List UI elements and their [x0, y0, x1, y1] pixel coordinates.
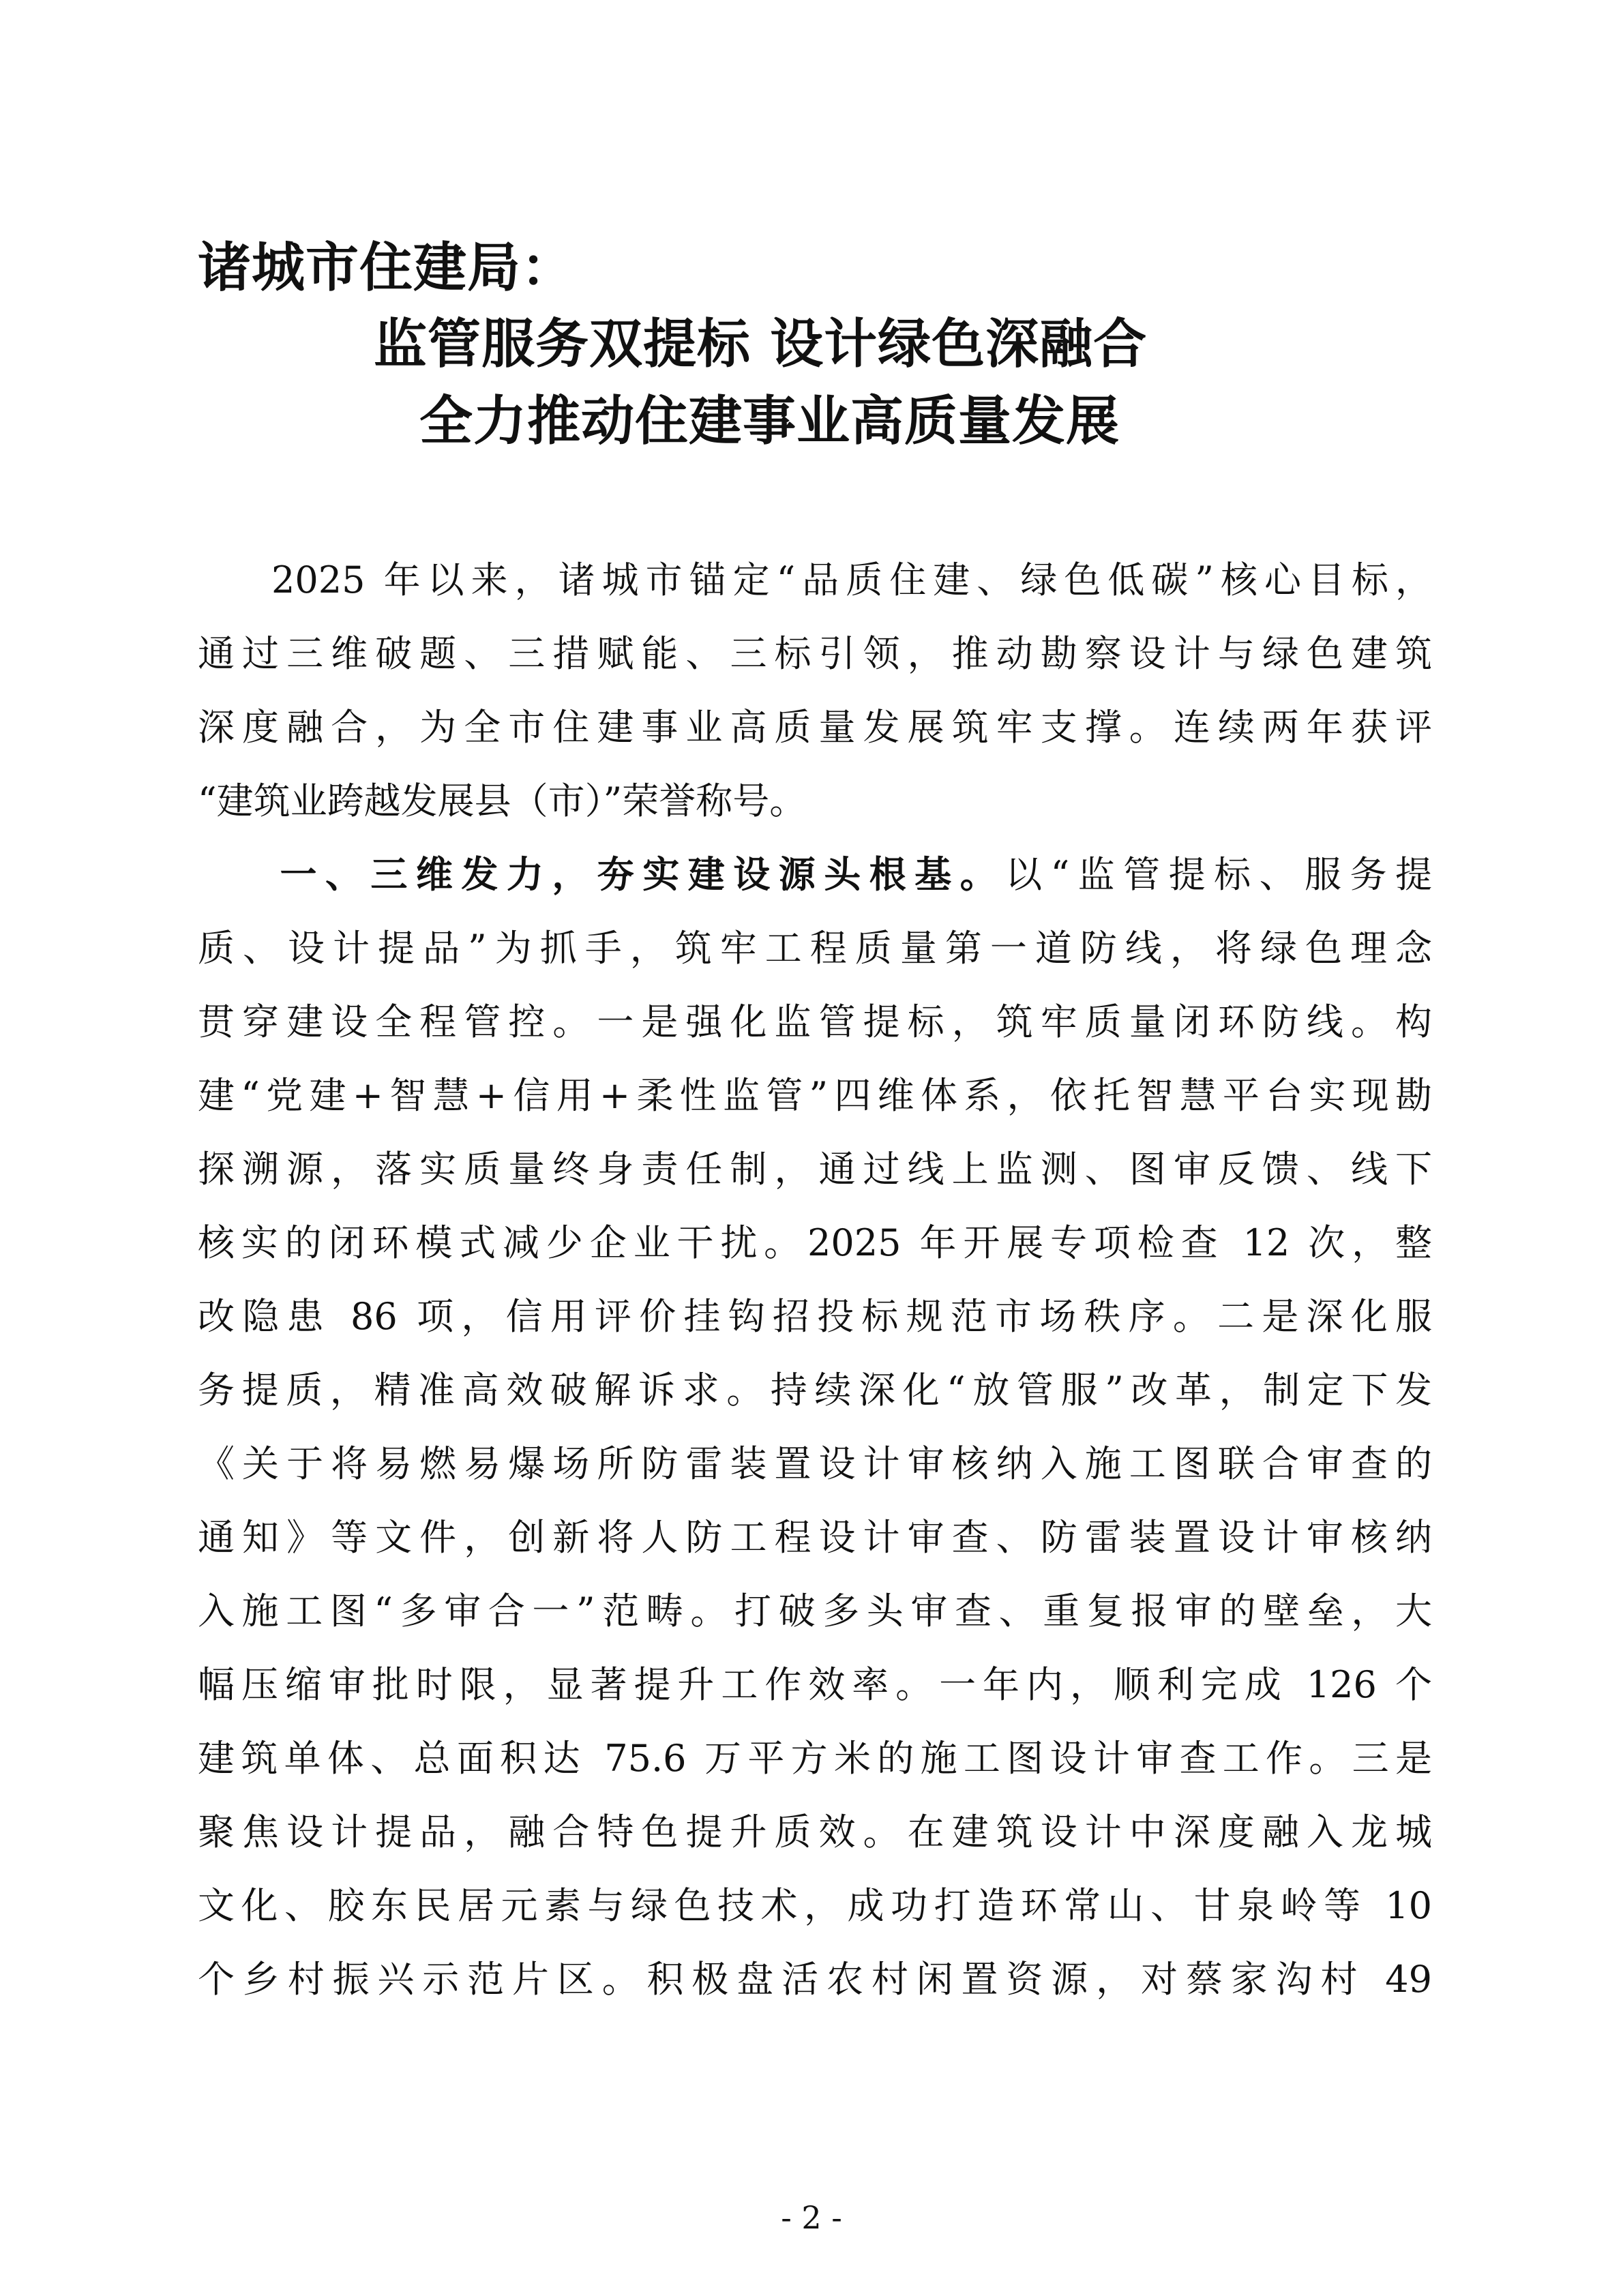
- section-heading: 一、三维发力，夯实建设源头根基。: [271, 853, 1006, 896]
- paragraph-2-line: 个乡村振兴示范片区。积极盘活农村闲置资源，对蔡家沟村 49: [198, 1958, 1432, 2001]
- paragraph-2-line: 改隐患 86 项，信用评价挂钩招投标规范市场秩序。二是深化服: [198, 1295, 1432, 1338]
- paragraph-2-line: 务提质，精准高效破解诉求。持续深化“放管服”改革，制定下发: [198, 1369, 1432, 1412]
- title-line-3: 全力推动住建事业高质量发展: [419, 391, 1120, 452]
- paragraph-1-line: 深度融合，为全市住建事业高质量发展筑牢支撑。连续两年获评: [198, 706, 1432, 749]
- paragraph-2-line: 入施工图“多审合一”范畴。打破多头审查、重复报审的壁垒，大: [198, 1590, 1432, 1632]
- paragraph-2-line: 《关于将易燃易爆场所防雷装置设计审核纳入施工图联合审查的: [198, 1442, 1432, 1485]
- paragraph-2-line: 建筑单体、总面积达 75.6 万平方米的施工图设计审查工作。三是: [198, 1737, 1432, 1780]
- paragraph-1-line: 2025 年以来，诸城市锚定“品质住建、绿色低碳”核心目标，: [271, 558, 1432, 601]
- paragraph-2-line: 探溯源，落实质量终身责任制，通过线上监测、图审反馈、线下: [198, 1148, 1432, 1191]
- paragraph-2-first-line: 一、三维发力，夯实建设源头根基。以“监管提标、服务提: [271, 853, 1433, 896]
- paragraph-2-line: 通知》等文件，创新将人防工程设计审查、防雷装置设计审核纳: [198, 1516, 1432, 1559]
- title-line-2: 监管服务双提标 设计绿色深融合: [374, 314, 1148, 375]
- paragraph-2-line: 质、设计提品”为抓手，筑牢工程质量第一道防线，将绿色理念: [198, 927, 1432, 970]
- paragraph-1-line: “建筑业跨越发展县（市）”荣誉称号。: [198, 779, 807, 822]
- body-text: [198, 543, 1432, 2016]
- title-line-1: 诸城市住建局：: [198, 237, 576, 299]
- paragraph-2-line: 建“党建+智慧+信用+柔性监管”四维体系，依托智慧平台实现勘: [198, 1074, 1432, 1117]
- paragraph-2-line: 贯穿建设全程管控。一是强化监管提标，筑牢质量闭环防线。构: [198, 1000, 1432, 1043]
- paragraph-2-line: 聚焦设计提品，融合特色提升质效。在建筑设计中深度融入龙城: [198, 1810, 1432, 1853]
- page-number: - 2 -: [781, 2199, 842, 2236]
- paragraph-2-line: 核实的闭环模式减少企业干扰。2025 年开展专项检查 12 次，整: [198, 1221, 1432, 1264]
- paragraph-2-line: 文化、胶东民居元素与绿色技术，成功打造环常山、甘泉岭等 10: [198, 1884, 1432, 1927]
- paragraph-2-line: 幅压缩审批时限，显著提升工作效率。一年内，顺利完成 126 个: [198, 1663, 1432, 1706]
- paragraph-1-line: 通过三维破题、三措赋能、三标引领，推动勘察设计与绿色建筑: [198, 632, 1432, 675]
